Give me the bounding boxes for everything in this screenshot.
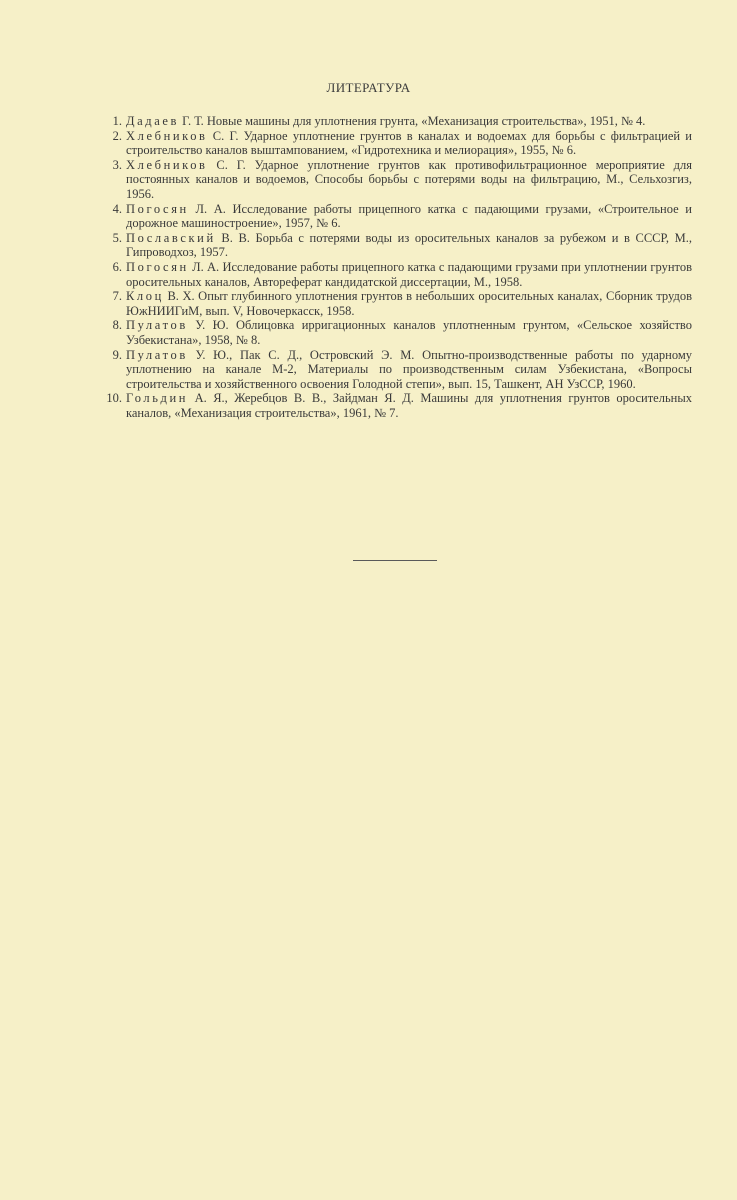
reference-text: Л. А. Исследование работы прицепного катка с падающими грузами, «Строительное и дорожное машиностроение», 1957, № 6. [126,201,692,231]
reference-item [104,129,692,158]
reference-number: 5. [112,230,122,245]
reference-author: Пулатов [126,347,188,362]
reference-number: 2. [112,128,122,143]
reference-author: Гольдин [126,391,189,406]
reference-number: 3. [112,157,122,172]
reference-text: Г. Т. Новые машины для уплотнения грунта, «Механизация строительства», 1951, № 4. [179,114,646,128]
reference-item [104,260,692,289]
reference-author: Погосян [126,201,189,216]
reference-item [104,318,692,347]
page-title: ЛИТЕРАТУРА [326,80,411,95]
reference-text: Л. А. Исследование работы прицепного катка с падающими грузами при уплотнении грунтов оросительных каналов, Автореферат кандидатской диссертации, М., 1958. [126,259,692,289]
reference-number: 4. [112,201,122,216]
reference-text: С. Г. Ударное уплотнение грунтов как противофильтрационное мероприятие для постоянных каналов и водоемов, Способы борьбы с потерями воды на фильтрацию, М., Сельхозгиз, 1956. [126,157,692,201]
reference-item [104,158,692,202]
reference-text: С. Г. Ударное уплотнение грунтов в каналах и водоемах для борьбы с фильтрацией и строительство каналов выштампованием, «Гидротехника и мелиорация», 1955, № 6. [126,128,692,158]
end-rule [353,560,437,561]
reference-author: Хлебников [126,157,208,172]
reference-author: Пулатов [126,318,188,333]
reference-item [104,114,692,129]
reference-text: У. Ю., Пак С. Д., Островский Э. М. Опытно-производственные работы по ударному уплотнению на канале М-2, Материалы по производственным силам Узбекистана, «Вопросы строительства и хозяйственного освоения Голодной степи», вып. 15, Ташкент, АН УзССР, 1960. [126,347,692,391]
reference-author: Пославский [126,230,216,245]
reference-text: В. В. Борьба с потерями воды из оросительных каналов за рубежом и в СССР, М., Гипроводхоз, 1957. [126,230,692,260]
reference-author: Клоц [126,289,164,304]
reference-item [104,348,692,392]
reference-number: 6. [112,259,122,274]
reference-text: В. Х. Опыт глубинного уплотнения грунтов в небольших оросительных каналах, Сборник трудов ЮжНИИГиМ, вып. V, Новочеркасск, 1958. [126,289,692,318]
reference-number: 7. [112,289,122,304]
reference-author: Дадаев [126,114,180,128]
reference-number: 9. [112,347,122,362]
reference-number: 8. [112,318,122,333]
reference-number: 10. [106,391,122,406]
reference-item [104,231,692,260]
reference-number: 1. [112,114,122,128]
reference-author: Хлебников [126,128,208,143]
reference-item [104,391,692,420]
reference-list [104,114,692,420]
reference-text: У. Ю. Облицовка ирригационных каналов уплотненным грунтом, «Сельское хозяйство Узбекистана», 1958, № 8. [126,318,692,347]
reference-author: Погосян [126,259,189,274]
reference-item [104,289,692,318]
reference-text: А. Я., Жеребцов В. В., Зайдман Я. Д. Машины для уплотнения грунтов оросительных каналов, «Механизация строительства», 1961, № 7. [126,391,692,420]
reference-item [104,202,692,231]
